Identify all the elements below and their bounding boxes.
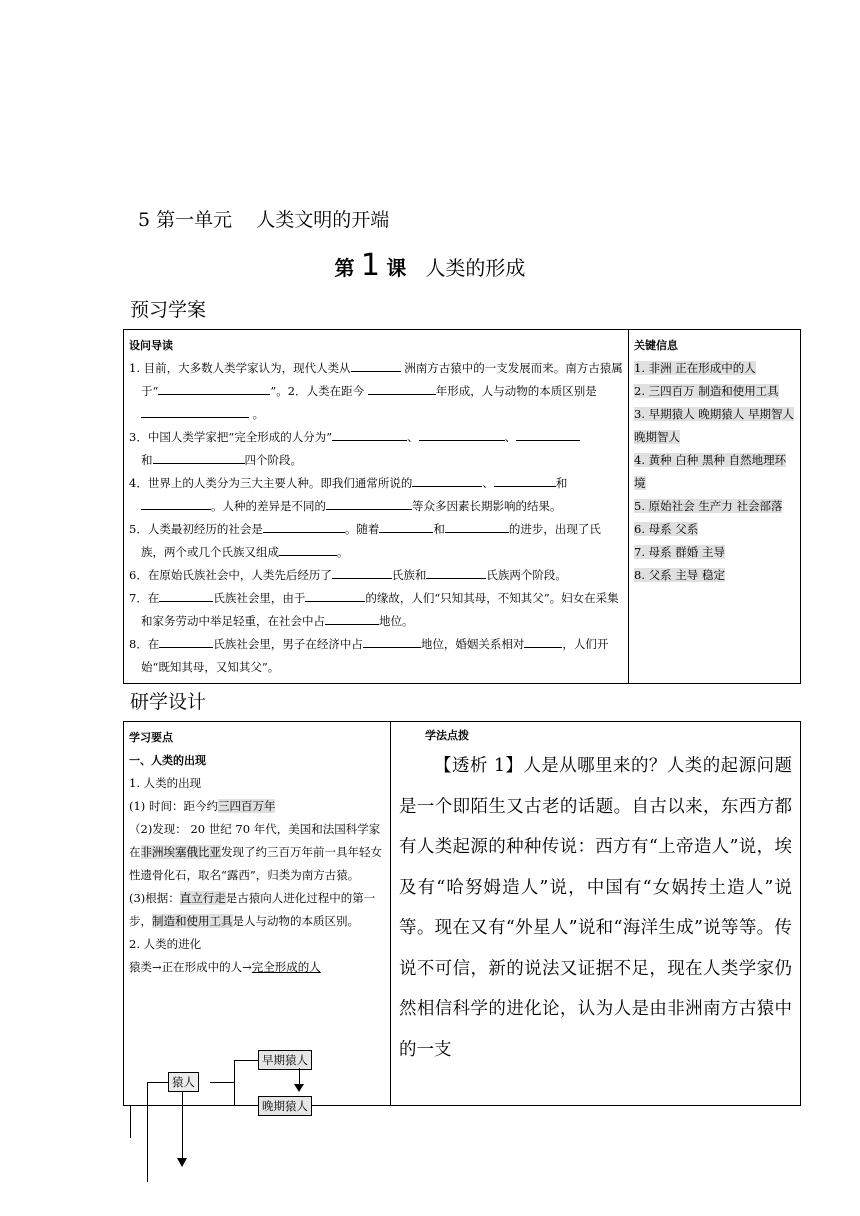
key-item: 8. 父系 主导 稳定 [634,568,725,582]
key-item: 4. 黄种 白种 黑种 自然地理环境 [634,453,787,490]
diagram-line [147,1082,148,1182]
study-table [123,721,801,1106]
method-cell [391,722,801,1106]
question-3: 3．中国人类学家把“完全形成的人分为” 、 、 和 四个阶段。 [129,426,623,472]
point-evolution: 2. 人类的进化 [129,937,202,951]
method-header: 学法点拨 [425,729,469,742]
preview-table [123,329,801,684]
arrow-down-icon [177,1158,187,1167]
heading-human-origin: 一、人类的出现 [129,754,206,767]
arrow-down-icon [294,1084,304,1092]
diagram-arrow-line [182,1092,183,1160]
lesson-number: 1 [360,248,380,283]
diagram-line [147,1082,168,1083]
study-points-header: 学习要点 [129,731,173,744]
question-1-2: 1. 目前，大多数人类学家认为，现代人类从 洲南方古猿中的一支发展而来。南方古猿属于“ ”。2．人类在距今 年形成，人与动物的本质区别是 。 [129,361,623,421]
key-header: 关键信息 [634,339,678,352]
point-basis: (3)根据：直立行走是古猿向人进化过程中的第一步，制造和使用工具是人与动物的本质区别。 [129,891,376,928]
diagram-line [234,1105,258,1106]
question-4: 4．世界上的人类分为三大主要人种。即我们通常所说的 、 和 。人种的差异是不同的 等众多因素长期影响的结果。 [129,476,568,513]
unit-title: 5 第一单元 人类文明的开端 [138,209,390,231]
section-preview-title: 预习学案 [130,299,207,321]
section-study-title: 研学设计 [130,691,207,713]
analysis-text: 【透析 1】人是从哪里来的？人类的起源问题是一个即陌生又古老的话题。自古以来，东西方都有人类起源的种种传说：西方有“上帝造人”说，埃及有“哈努姆造人”说，中国有“女娲抟土造人”说等。现在又有“外星人”说和“海洋生成”说等等。传说不可信，新的说法又证据不足，现在人类学家仍然相信科学的进化论，认为人是由非洲南方古猿中的一支 [399,756,792,1060]
key-item: 6. 母系 父系 [634,522,699,536]
question-5: 5．人类最初经历的社会是 。随着 和 的进步，出现了氏族，两个或几个氏族又组成 。 [129,522,601,559]
lesson-suffix: 课 [386,256,407,280]
diagram-line [130,1106,131,1138]
point-1: 1. 人类的出现 [129,776,202,790]
diagram-line [234,1060,258,1061]
diagram-bracket [234,1060,235,1106]
lesson-name: 人类的形成 [425,256,526,280]
diagram-line [210,1082,234,1083]
late-ape-man-box: 晚期猿人 [258,1096,312,1116]
key-item: 5. 原始社会 生产力 社会部落 [634,499,783,513]
point-discovery: （2)发现： 20 世纪 70 年代，美国和法国科学家在非洲埃塞俄比亚发现了约三百万年前一具年轻女性遗骨化石，取名“露西”，归类为南方古猿。 [129,822,382,882]
lesson-prefix: 第 [334,256,355,280]
key-item: 1. 非洲 正在形成中的人 [634,361,756,375]
lesson-title [0,248,860,283]
key-item: 7. 母系 群婚 主导 [634,545,725,559]
evolution-chain: 猿类→正在形成中的人→完全形成的人 [129,960,321,974]
guide-cell [124,330,629,684]
key-item: 2. 三四百万 制造和使用工具 [634,384,779,398]
study-points-cell [124,722,391,1106]
key-item: 3. 早期猿人 晚期猿人 早期智人 晚期智人 [634,407,794,444]
early-ape-man-box: 早期猿人 [258,1050,312,1070]
ape-man-box: 猿人 [168,1072,199,1092]
point-time: (1) 时间：距今约三四百万年 [129,799,276,813]
key-info-cell [629,330,801,684]
question-8: 8．在 氏族社会里，男子在经济中占 地位，婚姻关系相对 ，人们开始“既知其母，又知其父”。 [129,637,609,674]
guide-header: 设问导读 [129,339,173,352]
question-6: 6．在原始氏族社会中，人类先后经历了 氏族和 氏族两个阶段。 [129,568,567,582]
question-7: 7．在 氏族社会里，由于 的缘故，人们“只知其母，不知其父”。妇女在采集和家务劳动中举足轻重，在社会中占 地位。 [129,591,619,628]
